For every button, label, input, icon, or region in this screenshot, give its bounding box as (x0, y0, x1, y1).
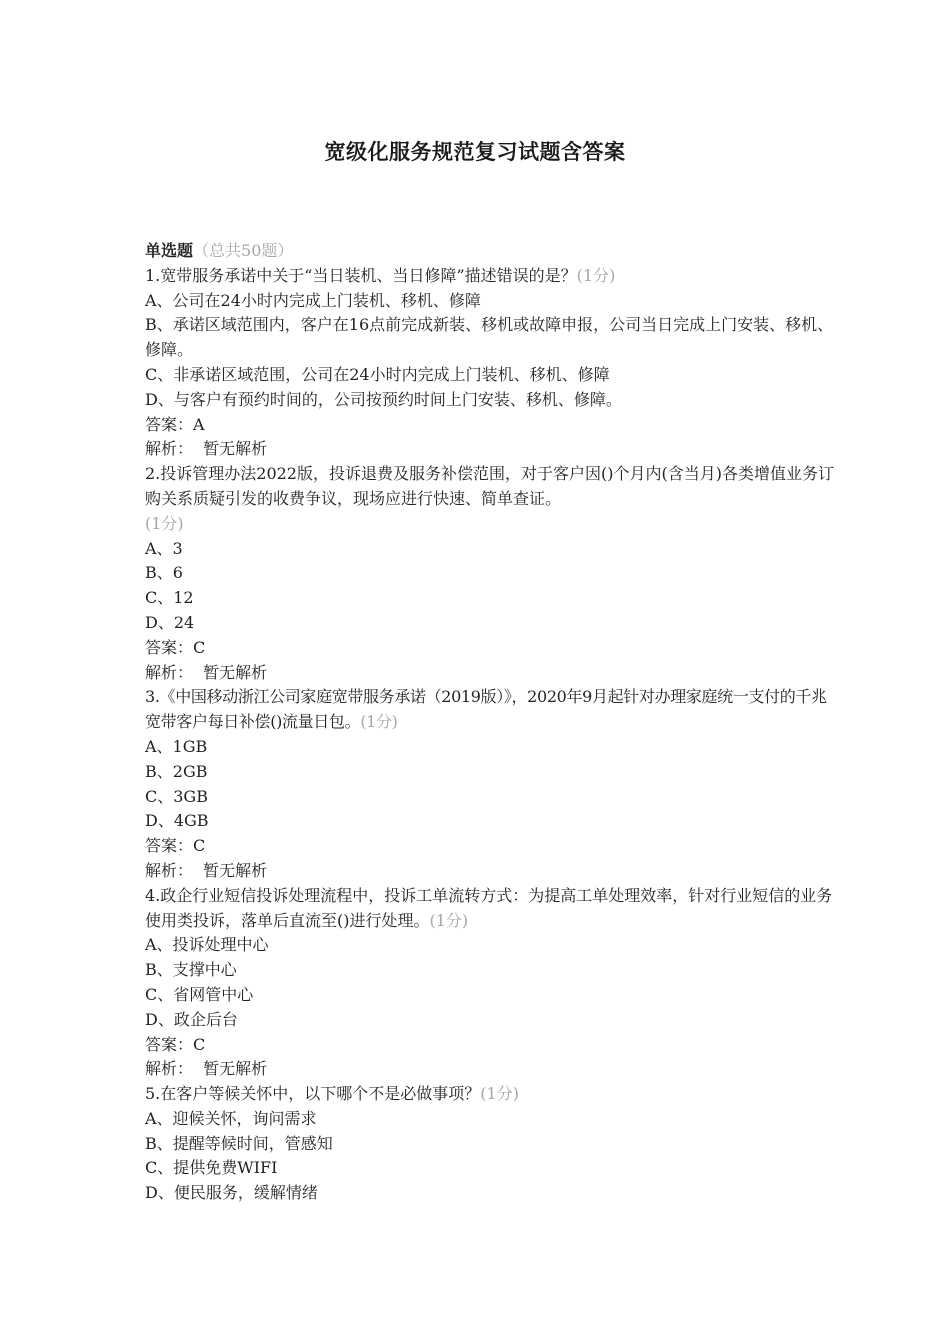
option-d: D、与客户有预约时间的，公司按预约时间上门安装、移机、修障。 (145, 389, 622, 409)
question-2 (145, 462, 835, 685)
section-heading-text: 单选题 (145, 241, 194, 260)
question-stem (145, 884, 835, 934)
question-score: (1分) (429, 910, 469, 930)
option-c: C、非承诺区域范围，公司在24小时内完成上门装机、移机、修障 (145, 364, 610, 384)
answer: 答案：C (145, 637, 206, 657)
question-1 (145, 264, 835, 462)
question-list (145, 239, 835, 1206)
option-a: A、1GB (145, 736, 208, 756)
analysis: 解析： 暂无解析 (145, 1059, 268, 1079)
question-score: (1分) (360, 712, 398, 732)
question-score: (1分) (145, 513, 184, 533)
option-c: C、省网管中心 (145, 984, 254, 1004)
option-c: C、12 (145, 588, 194, 608)
option-a: A、迎候关怀，询问需求 (145, 1108, 317, 1128)
option-b: B、2GB (145, 761, 208, 781)
option-b: B、提醒等候时间，管感知 (145, 1133, 333, 1153)
question-3 (145, 685, 835, 883)
option-c: C、提供免费WIFI (145, 1158, 278, 1178)
question-5 (145, 1082, 835, 1206)
option-b: B、承诺区域范围内，客户在16点前完成新装、移机或故障申报，公司当日完成上门安装、移机、修障。 (145, 315, 834, 360)
question-stem-text: 4.政企行业短信投诉处理流程中，投诉工单流转方式：为提高工单处理效率，针对行业短信的业务使用类投诉，落单后直流至()进行处理。 (145, 885, 833, 930)
option-d: D、便民服务，缓解情绪 (145, 1183, 318, 1203)
option-c: C、3GB (145, 786, 208, 806)
section-heading (145, 239, 835, 264)
analysis: 解析： 暂无解析 (145, 662, 268, 682)
answer: 答案：C (145, 1034, 206, 1054)
question-score: (1分) (480, 1084, 519, 1104)
question-stem (145, 1082, 835, 1107)
answer: 答案：C (145, 836, 206, 856)
question-stem (145, 264, 835, 289)
section-count-note: （总共50题） (193, 241, 294, 260)
question-score: (1分) (576, 265, 616, 285)
option-b: B、支撑中心 (145, 960, 237, 980)
question-4 (145, 884, 835, 1082)
analysis: 解析： 暂无解析 (145, 439, 268, 459)
document-title: 宽级化服务规范复习试题含答案 (324, 139, 626, 164)
question-stem-text: 2.投诉管理办法2022版，投诉退费及服务补偿范围，对于客户因()个月内(含当月)各类增值业务订购关系质疑引发的收费争议，现场应进行快速、简单查证。 (145, 464, 834, 508)
analysis: 解析： 暂无解析 (145, 860, 268, 880)
option-a: A、3 (145, 538, 183, 558)
option-a: A、公司在24小时内完成上门装机、移机、修障 (145, 290, 481, 310)
question-stem-text: 3.《中国移动浙江公司家庭宽带服务承诺（2019版）》，2020年9月起针对办理家庭统一支付的千兆宽带客户每日补偿()流量日包。 (145, 687, 827, 732)
option-b: B、6 (145, 563, 183, 583)
question-stem (145, 685, 835, 735)
answer: 答案：A (145, 414, 205, 434)
question-stem-text: 5.在客户等候关怀中，以下哪个不是必做事项？ (145, 1084, 481, 1104)
option-d: D、政企后台 (145, 1009, 238, 1029)
option-a: A、投诉处理中心 (145, 935, 269, 955)
question-stem-text: 1.宽带服务承诺中关于“当日装机、当日修障”描述错误的是？ (145, 265, 577, 285)
question-stem (145, 462, 835, 536)
option-d: D、24 (145, 612, 195, 632)
option-d: D、4GB (145, 811, 209, 831)
